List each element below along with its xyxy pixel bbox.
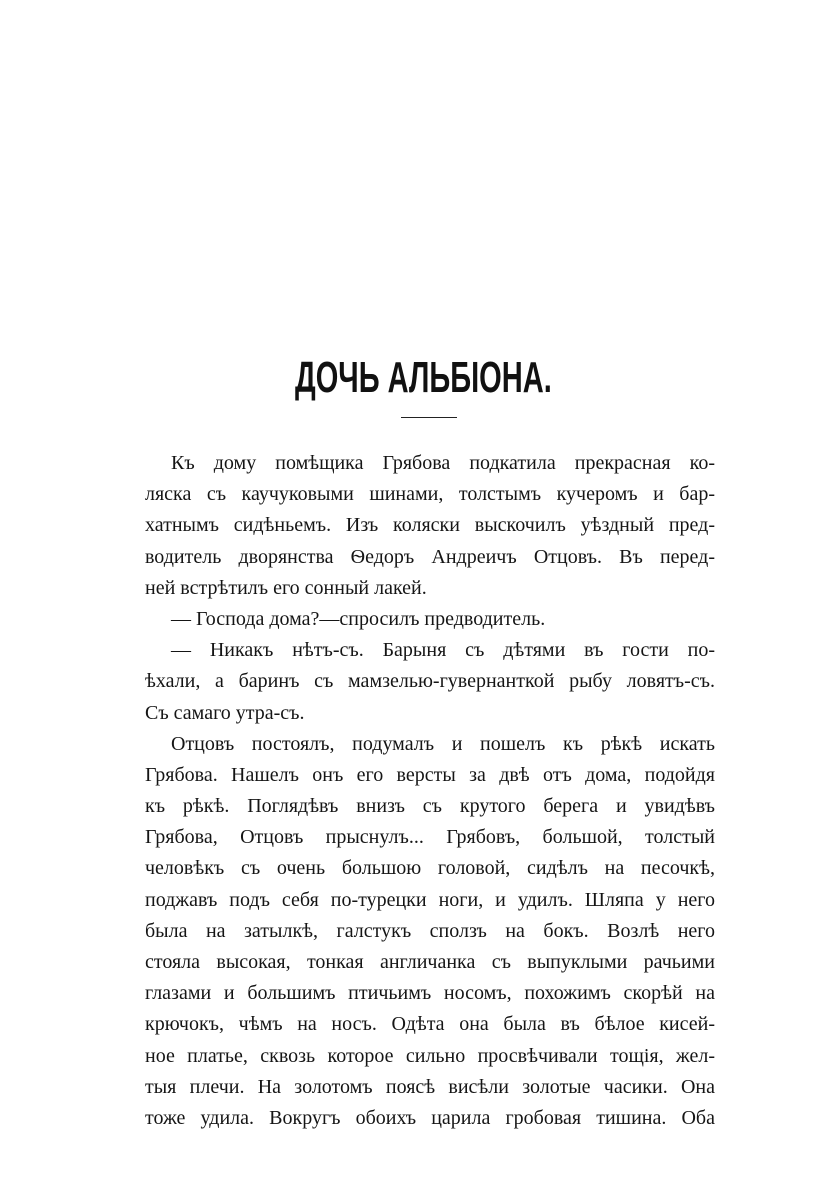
text-line: глазами и большимъ птичьимъ носомъ, похожимъ скорѣй на [145, 982, 715, 1005]
text-line: поджавъ подъ себя по-турецки ноги, и удилъ. Шляпа у него [145, 888, 715, 911]
text-line: — Никакъ нѣтъ-съ. Барыня съ дѣтями въ гости по- [171, 639, 715, 662]
text-line: ное платье, сквозь которое сильно просвѣчивали тощія, жел- [145, 1044, 715, 1067]
text-line: Грябова. Нашелъ онъ его версты за двѣ отъ дома, подойдя [145, 763, 715, 786]
text-line: къ рѣкѣ. Поглядѣвъ внизъ съ крутого берега и увидѣвъ [145, 795, 715, 818]
text-line: человѣкъ съ очень большою головой, сидѣлъ на песочкѣ, [145, 857, 715, 880]
text-line: Съ самаго утра-съ. [145, 701, 305, 724]
text-line: Къ дому помѣщика Грябова подкатила прекрасная ко- [171, 452, 715, 474]
text-line: была на затылкѣ, галстукъ сползъ на бокъ. Возлѣ него [145, 919, 715, 942]
body-text [145, 448, 715, 1134]
text-line: стояла высокая, тонкая англичанка съ выпуклыми рачьими [145, 951, 715, 973]
text-line: — Господа дома?—спросилъ предводитель. [171, 607, 546, 630]
title-rule [401, 417, 457, 418]
text-line: тоже удила. Вокругъ обоихъ царила гробовая тишина. Оба [145, 1106, 715, 1129]
text-line: ней встрѣтилъ его сонный лакей. [145, 576, 427, 599]
text-line: Грябова, Отцовъ прыснулъ... Грябовъ, большой, толстый [145, 826, 715, 849]
text-line: ѣхали, а баринъ съ мамзелью-гувернанткой рыбу ловятъ-съ. [145, 670, 715, 693]
text-line: Отцовъ постоялъ, подумалъ и пошелъ къ рѣкѣ искать [171, 732, 715, 755]
text-line: тыя плечи. На золотомъ поясѣ висѣли золотые часики. Она [145, 1075, 715, 1098]
text-line: ляска съ каучуковыми шинами, толстымъ кучеромъ и бар- [145, 483, 715, 506]
text-line: крючокъ, чѣмъ на носъ. Одѣта она была въ бѣлое кисей- [145, 1013, 715, 1036]
text-line: хатнымъ сидѣньемъ. Изъ коляски выскочилъ уѣздный пред- [145, 514, 715, 537]
text-line: водитель дворянства Ѳедоръ Андреичъ Отцовъ. Въ перед- [145, 545, 715, 568]
chapter-title: ДОЧЬ АЛЬБІОНА. [295, 353, 552, 402]
